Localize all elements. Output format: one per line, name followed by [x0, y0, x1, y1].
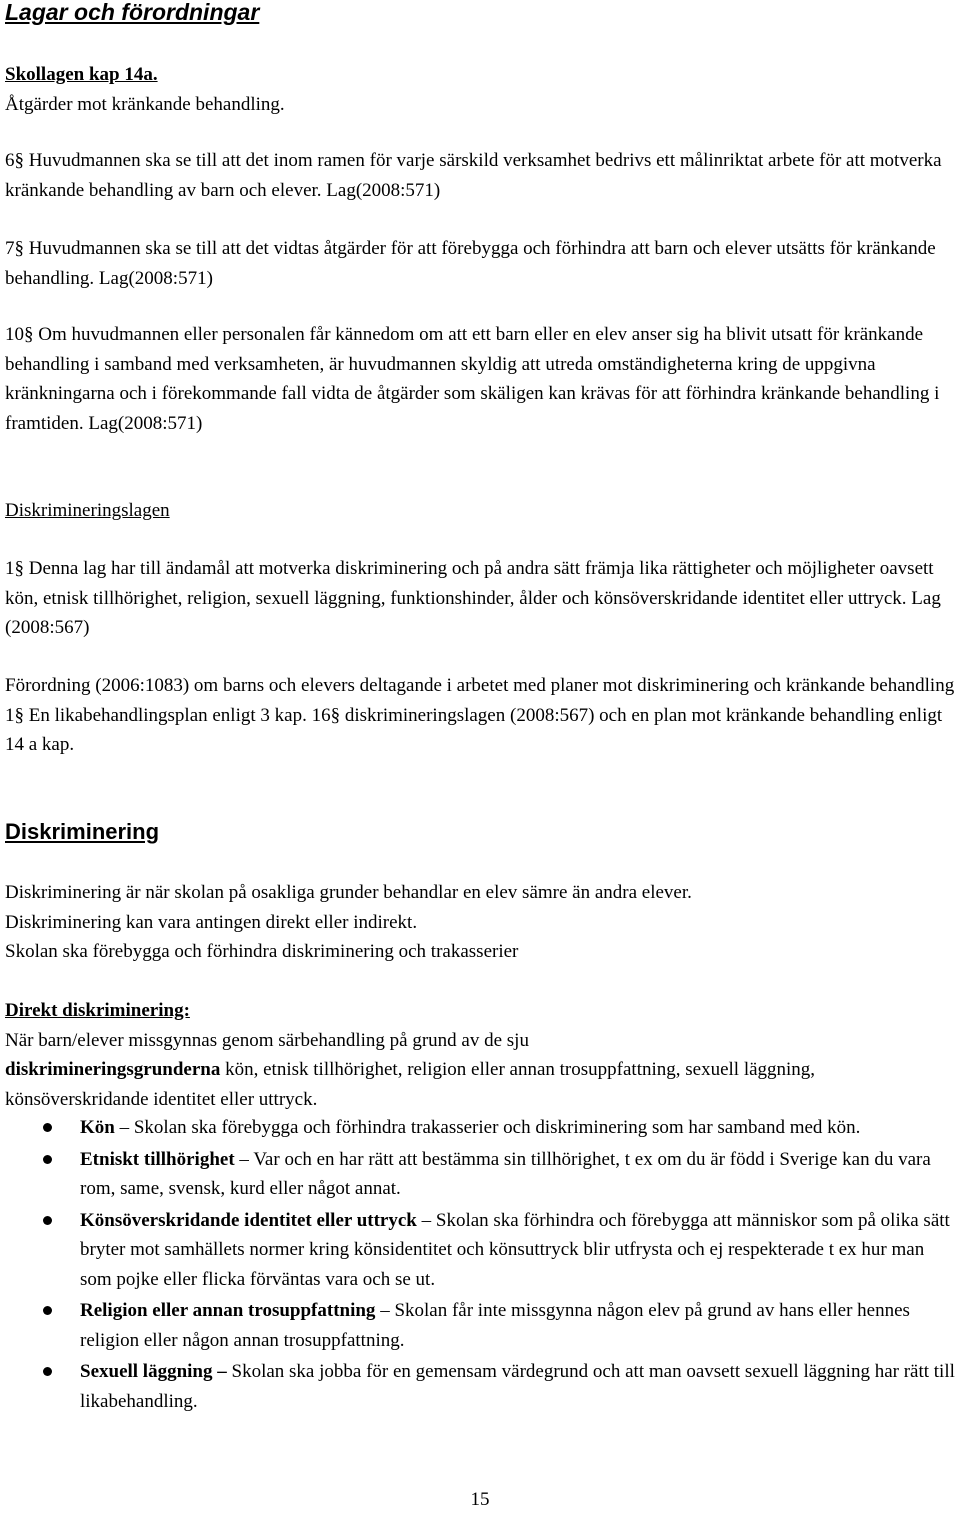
- list-item-term: Sexuell läggning –: [80, 1361, 227, 1382]
- intro-end: kön, etnisk tillhörighet, religion eller annan trosuppfattning, sexuell läggning, könsöverskridande identitet eller uttryck.: [5, 1059, 816, 1110]
- diskriminering-line-1: Diskriminering är när skolan på osakliga grunder behandlar en elev sämre än andra elever.: [5, 882, 692, 903]
- skollagen-section: [5, 60, 957, 119]
- list-item: [5, 1296, 955, 1355]
- list-item: [5, 1206, 955, 1295]
- direkt-diskriminering-section: [5, 996, 957, 1114]
- bullet-icon: [43, 1155, 52, 1164]
- skollagen-title: Skollagen kap 14a.: [5, 64, 158, 85]
- list-item-text: – Skolan ska förebygga och förhindra trakasserier och diskriminering som har samband med kön.: [114, 1117, 861, 1138]
- forordning-line-2: 1§ En likabehandlingsplan enligt 3 kap. 16§ diskrimineringslagen (2008:567) och en plan mot kränkande behandling enligt 14 a kap.: [5, 704, 943, 755]
- intro-start: När barn/elever missgynnas genom särbehandling på grund av de sju: [5, 1029, 529, 1051]
- grounds-list: [5, 1113, 955, 1416]
- bullet-icon: [43, 1367, 52, 1376]
- list-item-text: Skolan ska jobba för en gemensam värdegrund och att man oavsett sexuell läggning har rätt till likabehandling.: [80, 1361, 955, 1412]
- page-number: 15: [470, 1489, 490, 1510]
- paragraph-10-text: 10§ Om huvudmannen eller personalen får kännedom om att ett barn eller en elev anser sig ha blivit utsatt för kränkande behandling i samband med verksamheten, är huvudmannen skyldig att utreda omständigheterna kring de uppgivna kränkningarna och i förekommande fall vidta de åtgärder som skäligen kan krävas för att förhindra kränkande behandling i framtiden. Lag(2008:571): [5, 324, 940, 434]
- skollagen-subtitle: Åtgärder mot kränkande behandling.: [5, 93, 285, 115]
- list-item: [5, 1357, 955, 1416]
- diskriminering-section: [5, 878, 957, 967]
- list-item-term: Könsöverskridande identitet eller uttryck: [80, 1209, 417, 1231]
- paragraph-6-text: 6§ Huvudmannen ska se till att det inom ramen för varje särskild verksamhet bedrivs ett målinriktat arbete för att motverka kränkande behandling av barn och elever. Lag(2008:571): [5, 150, 942, 201]
- list-item-term: Etniskt tillhörighet: [80, 1148, 235, 1170]
- list-item-text: – Skolan får inte missgynna någon elev på grund av hans eller hennes religion eller någon annan trosuppfattning.: [80, 1300, 910, 1351]
- list-item-text: – Skolan ska förhindra och förebygga att människor som på olika sätt bryter mot samhällets normer kring könsidentitet och könsuttryck blir utfrysta och ej respekterade t ex hur man som pojke eller flicka förväntas vara och se ut.: [80, 1209, 950, 1290]
- bullet-icon: [43, 1123, 52, 1132]
- page-heading: Lagar och förordningar: [5, 0, 260, 25]
- direkt-diskriminering-title: Direkt diskriminering:: [5, 1000, 190, 1021]
- paragraph-10: [5, 320, 957, 438]
- list-item-term: Religion eller annan trosuppfattning: [80, 1300, 376, 1321]
- list-item-term: Kön: [80, 1117, 115, 1138]
- direkt-diskriminering-intro: [5, 1026, 957, 1115]
- diskriminering-heading: Diskriminering: [5, 819, 160, 844]
- diskriminering-line-3: Skolan ska förebygga och förhindra diskriminering och trakasserier: [5, 941, 519, 962]
- diskrimineringslagen-p1-text: 1§ Denna lag har till ändamål att motverka diskriminering och på andra sätt främja lika rättigheter och möjligheter oavsett kön, etnisk tillhörighet, religion, sexuell läggning, funktionshinder, ålder och könsöverskridande identitet eller uttryck. Lag (2008:567): [5, 558, 941, 638]
- forordning-line-1: Förordning (2006:1083) om barns och elevers deltagande i arbetet med planer mot diskriminering och kränkande behandling: [5, 675, 955, 696]
- paragraph-7-text: 7§ Huvudmannen ska se till att det vidtas åtgärder för att förebygga och förhindra att barn och elever utsätts för kränkande behandling. Lag(2008:571): [5, 238, 936, 289]
- paragraph-7: [5, 234, 957, 293]
- list-item: [5, 1145, 955, 1204]
- intro-bold-term: diskrimineringsgrunderna: [5, 1059, 221, 1080]
- bullet-icon: [43, 1306, 52, 1315]
- bullet-icon: [43, 1216, 52, 1225]
- diskrimineringslagen-paragraph-1: [5, 554, 957, 643]
- diskriminering-line-2: Diskriminering kan vara antingen direkt eller indirekt.: [5, 911, 418, 933]
- forordning-section: [5, 671, 957, 760]
- diskrimineringslagen-title: Diskrimineringslagen: [5, 500, 170, 521]
- diskrimineringslagen-section: [5, 496, 957, 526]
- list-item-text: – Var och en har rätt att bestämma sin tillhörighet, t ex om du är född i Sverige kan du vara rom, same, svensk, kurd eller något annat.: [80, 1148, 931, 1199]
- paragraph-6: [5, 146, 957, 205]
- list-item: [5, 1113, 955, 1143]
